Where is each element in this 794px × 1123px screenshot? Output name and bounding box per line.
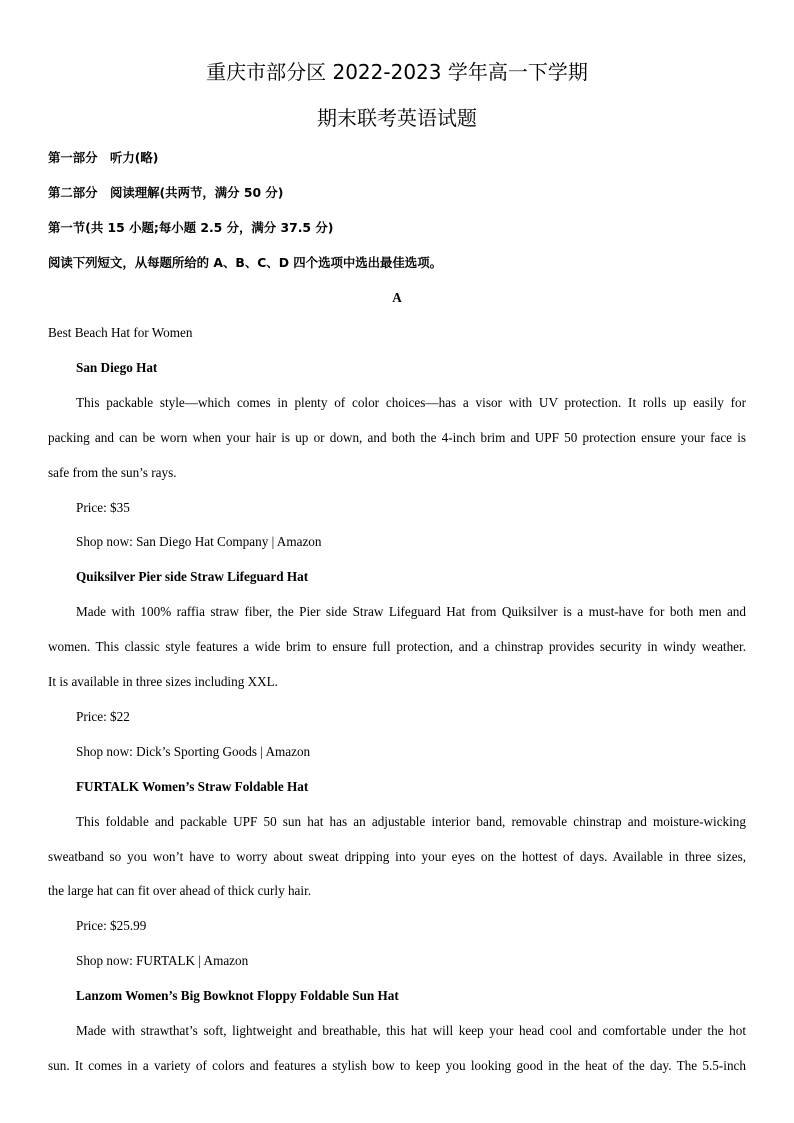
hat-price: Price: $22	[76, 709, 130, 724]
passage-label: A	[392, 290, 402, 305]
hat-shop-link: Shop now: FURTALK | Amazon	[76, 953, 249, 968]
hat-shop-link: Shop now: San Diego Hat Company | Amazon	[76, 534, 322, 549]
hat-description-line: sun. It comes in a variety of colors and features a stylish bow to keep you looking good in the heat of the day. The 5.5-inch	[48, 1058, 746, 1073]
hat-shop-link: Shop now: Dick’s Sporting Goods | Amazon	[76, 744, 311, 759]
hat-name: Quiksilver Pier side Straw Lifeguard Hat	[76, 569, 309, 584]
hat-name: FURTALK Women’s Straw Foldable Hat	[76, 779, 309, 794]
hat-description-line: safe from the sun’s rays.	[48, 465, 177, 480]
instruction-text: 阅读下列短文，从每题所给的 A、B、C、D 四个选项中选出最佳选项。	[48, 255, 442, 270]
hat-description-line: sweatband so you won’t have to worry about sweat dripping into your eyes on the hottest of days. Available in three sizes,	[48, 849, 746, 864]
passage-title: Best Beach Hat for Women	[48, 325, 193, 340]
hat-description-line: It is available in three sizes including XXL.	[48, 674, 278, 689]
part-two-heading: 第二部分 阅读理解(共两节，满分 50 分)	[48, 185, 284, 200]
hat-description-line: packing and can be worn when your hair is up or down, and both the 4-inch brim and UPF 50 protection ensure your face is	[48, 430, 746, 445]
hat-price: Price: $35	[76, 500, 130, 515]
hat-description-line: the large hat can fit over ahead of thick curly hair.	[48, 883, 312, 898]
hat-description-line: This foldable and packable UPF 50 sun hat has an adjustable interior band, removable chinstrap and moisture-wicking	[76, 814, 746, 829]
hat-name: San Diego Hat	[76, 360, 158, 375]
document-subtitle: 期末联考英语试题	[317, 106, 477, 130]
hat-description-line: women. This classic style features a wide brim to ensure full protection, and a chinstrap provides security in windy weather.	[48, 639, 746, 654]
hat-description-line: This packable style—which comes in plenty of color choices—has a visor with UV protection. It rolls up easily for	[76, 395, 746, 410]
hat-description-line: Made with 100% raffia straw fiber, the Pier side Straw Lifeguard Hat from Quiksilver is a must-have for both men and	[76, 604, 746, 619]
hat-description-line: Made with strawthat’s soft, lightweight and breathable, this hat will keep your head cool and comfortable under the hot	[76, 1023, 746, 1038]
hat-price: Price: $25.99	[76, 918, 147, 933]
hat-name: Lanzom Women’s Big Bowknot Floppy Foldable Sun Hat	[76, 988, 399, 1003]
section-one-heading: 第一节(共 15 小题;每小题 2.5 分，满分 37.5 分)	[48, 220, 334, 235]
document-title: 重庆市部分区 2022-2023 学年高一下学期	[206, 60, 588, 84]
part-one-heading: 第一部分 听力(略)	[48, 150, 159, 165]
